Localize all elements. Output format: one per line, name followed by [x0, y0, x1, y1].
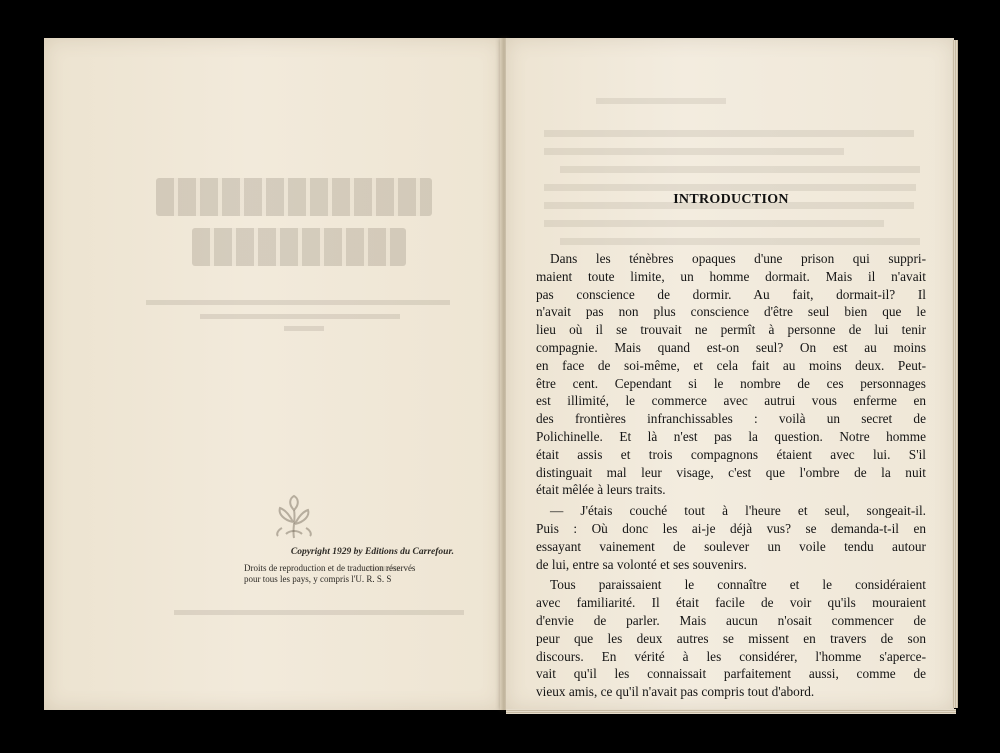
text-line: Polichinelle. Et là n'est pas la question. Notre homme: [536, 428, 926, 444]
text-line: vait qu'il les connaissait parfaitement aussi, comme de: [536, 666, 926, 682]
show-through-text: [544, 184, 916, 191]
text-line: est illimité, le commerce avec autrui vous enferme en: [536, 393, 926, 409]
page-edges-bottom: [506, 709, 956, 714]
show-through-text: [544, 220, 884, 227]
text-line: lieu où il se trouvait ne permît à personne de lui tenir: [536, 322, 926, 338]
show-through-text: [174, 610, 464, 615]
text-line: Dans les ténèbres opaques d'une prison qui suppri-: [550, 251, 926, 266]
body-text: [536, 250, 926, 704]
show-through-text: [544, 148, 844, 155]
text-line: peur que les deux autres se missent en travers de son: [536, 630, 926, 646]
floral-emblem-icon: [270, 494, 318, 540]
show-through-title-line: [192, 228, 406, 266]
text-line: Puis : Où donc les ai-je déjà vus? se demanda-t-il en: [536, 520, 926, 536]
show-through-publisher: [206, 120, 336, 132]
page-edges: [952, 40, 958, 708]
paragraph: [536, 502, 926, 573]
text-line: être cent. Cependant si le nombre de ces personnages: [536, 375, 926, 391]
text-line: était assis et trois compagnons étaient avec lui. S'il: [536, 446, 926, 462]
show-through-text: [560, 166, 920, 173]
show-through-text: [596, 98, 726, 104]
text-line: compagnie. Mais quand est-on seul? On est au moins: [536, 339, 926, 355]
copyright-notice: Copyright 1929 by Editions du Carrefour.: [290, 547, 454, 557]
open-book: [44, 38, 954, 710]
left-page: [44, 38, 502, 710]
text-line: pas conscience de dormir. Au fait, dormait-il? Il: [536, 286, 926, 302]
text-line: de lui, entre sa volonté et ses souvenirs.: [536, 556, 747, 572]
paragraph: [536, 250, 926, 499]
text-line: d'envie de parler. Mais aucun n'osait commencer de: [536, 612, 926, 628]
show-through-text: [146, 300, 450, 305]
right-page: [506, 38, 954, 710]
show-through-text: [200, 314, 400, 319]
text-line: n'avait pas non plus conscience d'être seul bien que le: [536, 304, 926, 320]
text-line: maient toute limite, un homme dormait. Mais il n'avait: [536, 268, 926, 284]
text-line: était mêlée à leurs traits.: [536, 482, 666, 498]
text-line: distinguait mal leur visage, c'est que l'ombre de la nuit: [536, 464, 926, 480]
text-line: des frontières infranchissables : voilà un secret de: [536, 411, 926, 427]
rights-line: pour tous les pays, y compris l'U. R. S. S: [244, 574, 392, 584]
text-line: discours. En vérité à les considérer, l'homme s'aperce-: [536, 648, 926, 664]
chapter-title: INTRODUCTION: [673, 192, 789, 207]
text-line: essayant vainement de soulever un voile tendu autour: [536, 538, 926, 554]
rights-notice: [244, 563, 456, 591]
paragraph: [536, 576, 926, 701]
show-through-text: [544, 130, 914, 137]
show-through-title-line: [156, 178, 432, 216]
show-through-text: [560, 238, 920, 245]
text-line: Tous paraissaient le connaître et le considéraient: [550, 577, 926, 593]
text-line: avec familiarité. Il était facile de voir qu'ils mouraient: [536, 595, 926, 611]
show-through-text: [284, 326, 324, 331]
text-line: en face de soi-même, et cela fait au moins deux. Peut-: [536, 357, 926, 373]
text-line: vieux amis, ce qu'il n'avait pas compris tout d'abord.: [536, 684, 815, 700]
text-line: — J'étais couché tout à l'heure et seul, songeait-il.: [550, 503, 926, 519]
rights-line: Droits de reproduction et de traduction réservés: [244, 563, 416, 573]
